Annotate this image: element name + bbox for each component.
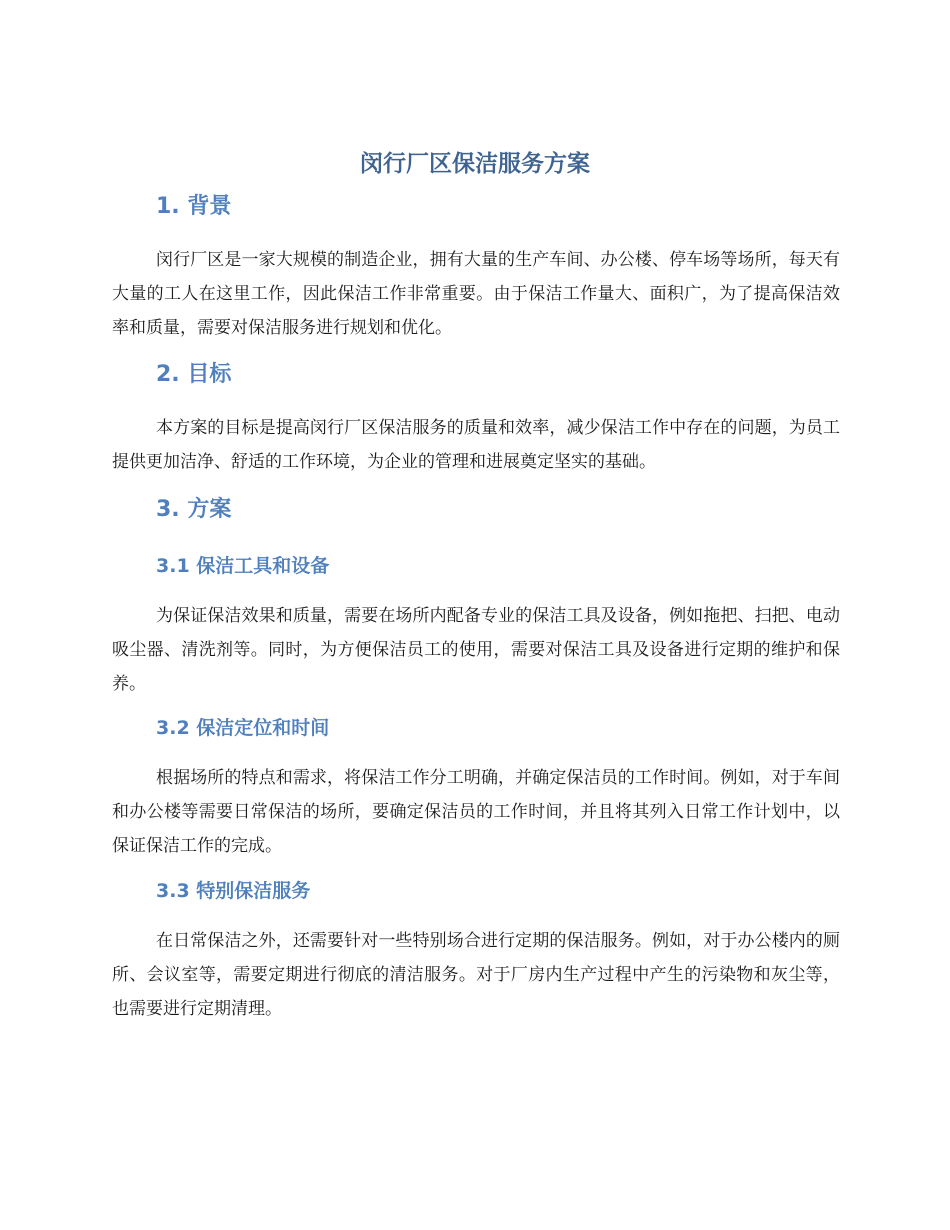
subsection-paragraph-special: 在日常保洁之外，还需要针对一些特别场合进行定期的保洁服务。例如，对于办公楼内的厕所、会议室等，需要定期进行彻底的清洁服务。对于厂房内生产过程中产生的污染物和灰尘等，也需要进行定期清理。	[112, 931, 840, 1019]
subsection-heading-special: 3.3 特别保洁服务	[156, 880, 311, 902]
section-paragraph-goal: 本方案的目标是提高闵行厂区保洁服务的质量和效率，减少保洁工作中存在的问题，为员工提供更加洁净、舒适的工作环境，为企业的管理和进展奠定坚实的基础。	[112, 418, 840, 472]
subsection-paragraph-tools: 为保证保洁效果和质量，需要在场所内配备专业的保洁工具及设备，例如拖把、扫把、电动吸尘器、清洗剂等。同时，为方便保洁员工的使用，需要对保洁工具及设备进行定期的维护和保养。	[112, 606, 840, 694]
subsection-heading-schedule: 3.2 保洁定位和时间	[156, 717, 330, 739]
subsection-paragraph-schedule: 根据场所的特点和需求，将保洁工作分工明确，并确定保洁员的工作时间。例如，对于车间和办公楼等需要日常保洁的场所，要确定保洁员的工作时间，并且将其列入日常工作计划中，以保证保洁工作的完成。	[112, 768, 840, 856]
section-heading-background: 1. 背景	[156, 194, 232, 219]
section-heading-plan: 3. 方案	[156, 497, 232, 522]
section-heading-goal: 2. 目标	[156, 362, 232, 387]
section-paragraph-background: 闵行厂区是一家大规模的制造企业，拥有大量的生产车间、办公楼、停车场等场所，每天有大量的工人在这里工作，因此保洁工作非常重要。由于保洁工作量大、面积广，为了提高保洁效率和质量，需要对保洁服务进行规划和优化。	[112, 250, 840, 338]
subsection-heading-tools: 3.1 保洁工具和设备	[156, 555, 330, 577]
document-title: 闵行厂区保洁服务方案	[360, 151, 590, 177]
